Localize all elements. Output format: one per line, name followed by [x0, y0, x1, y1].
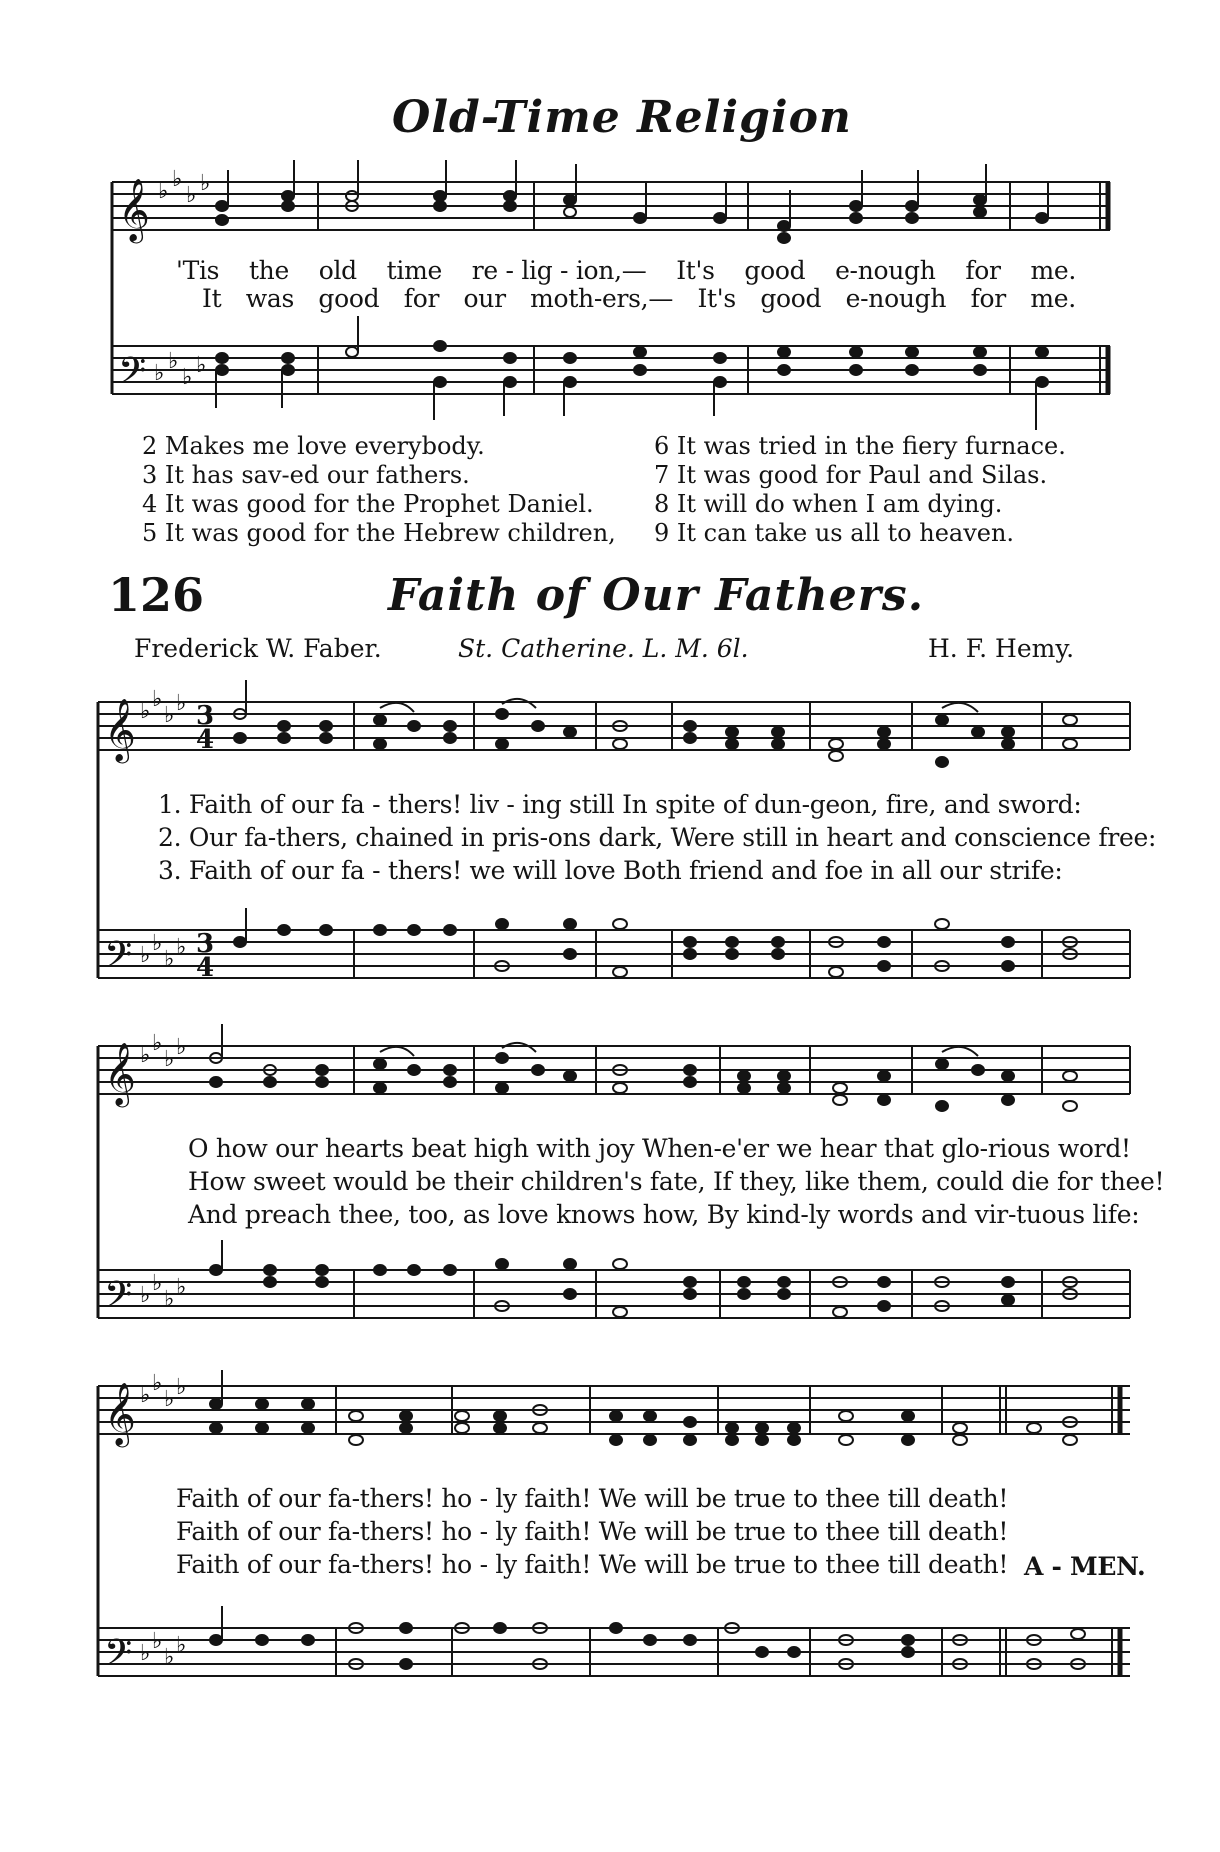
svg-text:♭: ♭ — [186, 183, 197, 208]
svg-text:♭: ♭ — [168, 349, 179, 374]
svg-text:♭: ♭ — [176, 691, 187, 716]
svg-text:4: 4 — [196, 725, 215, 755]
svg-text:♭: ♭ — [164, 1387, 175, 1412]
amen-label: A - MEN. — [1024, 1552, 1146, 1581]
svg-text:♭: ♭ — [164, 1645, 175, 1670]
svg-text:𝄢: 𝄢 — [104, 1274, 133, 1325]
svg-text:♭: ♭ — [152, 931, 163, 956]
svg-text:♭: ♭ — [140, 1283, 151, 1308]
svg-text:♭: ♭ — [152, 1031, 163, 1056]
hymn2-system2-verse-1: O how our hearts beat high with joy When-e'er we hear that glo-rious word! — [188, 1134, 1131, 1163]
svg-text:♭: ♭ — [196, 353, 207, 378]
hymn-title-faith-of-our-fathers: Faith of Our Fathers. — [388, 570, 925, 621]
hymn2-system3-verse-2: Faith of our fa-thers! ho - ly faith! We will be true to thee till death! — [176, 1517, 1009, 1546]
svg-text:𝄢: 𝄢 — [104, 934, 133, 985]
hymn2-system3-verse-1: Faith of our fa-thers! ho - ly faith! We will be true to thee till death! — [176, 1484, 1009, 1513]
hymn1-lyric-line-2: It was good for our moth-ers,— It's good e-nough for me. — [202, 284, 1076, 313]
svg-text:4: 4 — [196, 953, 215, 983]
svg-text:♭: ♭ — [200, 171, 211, 196]
hymn2-system1-verse-3: 3. Faith of our fa - thers! we will love Both friend and foe in all our strife: — [158, 856, 1063, 885]
svg-text:♭: ♭ — [182, 365, 193, 390]
svg-text:♭: ♭ — [176, 1035, 187, 1060]
svg-text:𝄢: 𝄢 — [118, 350, 147, 401]
svg-text:3: 3 — [196, 929, 215, 959]
hymn1-extra-verses-right: 6 It was tried in the fiery furnace. 7 It was good for Paul and Silas. 8 It will do when I am dying. 9 It can take us all to heaven. — [654, 432, 1066, 547]
svg-text:𝄢: 𝄢 — [104, 1632, 133, 1683]
svg-text:♭: ♭ — [140, 943, 151, 968]
svg-text:♭: ♭ — [172, 167, 183, 192]
svg-text:♭: ♭ — [176, 1633, 187, 1658]
author-credit: Frederick W. Faber. — [134, 634, 382, 663]
svg-text:♭: ♭ — [140, 1641, 151, 1666]
svg-text:♭: ♭ — [164, 1287, 175, 1312]
svg-text:♭: ♭ — [164, 1047, 175, 1072]
svg-text:♭: ♭ — [176, 1275, 187, 1300]
tune-credit: St. Catherine. L. M. 6l. — [458, 634, 749, 663]
svg-text:♭: ♭ — [154, 361, 165, 386]
svg-text:𝄞: 𝄞 — [104, 1382, 136, 1445]
svg-text:♭: ♭ — [176, 1375, 187, 1400]
svg-text:♭: ♭ — [140, 1383, 151, 1408]
hymn-number: 126 — [108, 568, 205, 622]
svg-text:𝄞: 𝄞 — [118, 178, 150, 241]
hymn-title-old-time-religion: Old-Time Religion — [392, 92, 852, 143]
svg-text:𝄞: 𝄞 — [104, 698, 136, 761]
svg-text:♭: ♭ — [140, 1043, 151, 1068]
hymn2-system1-verse-2: 2. Our fa-thers, chained in pris-ons dark, Were still in heart and conscience free: — [158, 823, 1157, 852]
svg-text:♭: ♭ — [164, 947, 175, 972]
svg-text:♭: ♭ — [152, 687, 163, 712]
svg-text:♭: ♭ — [152, 1371, 163, 1396]
svg-text:♭: ♭ — [152, 1271, 163, 1296]
svg-text:♭: ♭ — [152, 1629, 163, 1654]
svg-text:♭: ♭ — [140, 699, 151, 724]
svg-text:♭: ♭ — [176, 935, 187, 960]
composer-credit: H. F. Hemy. — [928, 634, 1075, 663]
hymn1-lyric-line-1: 'Tis the old time re - lig - ion,— It's good e-nough for me. — [176, 256, 1076, 285]
hymn2-system1-verse-1: 1. Faith of our fa - thers! liv - ing still In spite of dun-geon, fire, and sword: — [158, 790, 1082, 819]
hymn2-system2-verse-2: How sweet would be their children's fate, If they, like them, could die for thee! — [188, 1167, 1165, 1196]
hymn1-extra-verses-left: 2 Makes me love everybody. 3 It has sav-ed our fathers. 4 It was good for the Prophet Daniel. 5 It was good for the Hebrew children, — [142, 432, 616, 547]
hymn2-system2-verse-3: And preach thee, too, as love knows how, By kind-ly words and vir-tuous life: — [188, 1200, 1140, 1229]
hymn2-system3-verse-3: Faith of our fa-thers! ho - ly faith! We will be true to thee till death! — [176, 1550, 1009, 1579]
svg-text:♭: ♭ — [164, 703, 175, 728]
svg-text:3: 3 — [196, 701, 215, 731]
svg-text:𝄞: 𝄞 — [104, 1042, 136, 1105]
svg-text:♭: ♭ — [158, 179, 169, 204]
